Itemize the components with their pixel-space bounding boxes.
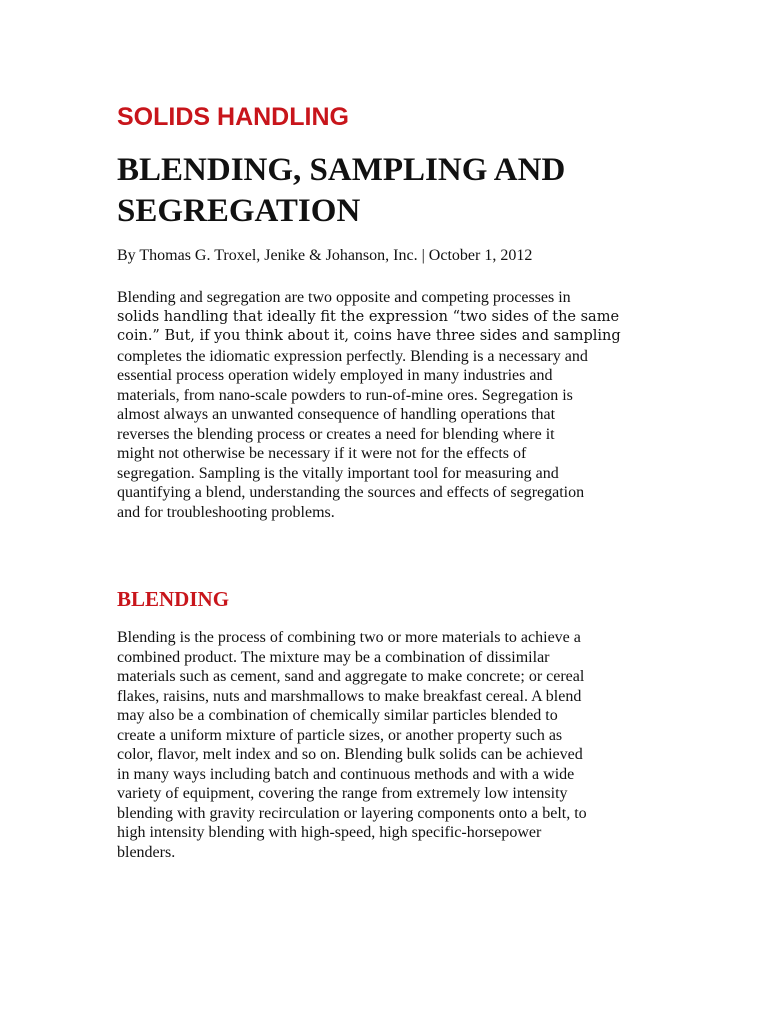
intro-line: almost always an unwanted consequence of handling operations that	[117, 406, 556, 423]
intro-line: solids handling that ideally fit the expression “two sides of the same	[117, 308, 620, 325]
section-heading-blending: BLENDING	[117, 587, 230, 611]
intro-line: quantifying a blend, understanding the sources and effects of segregation	[117, 484, 585, 501]
intro-line: might not otherwise be necessary if it were not for the effects of	[117, 445, 527, 462]
blending-line: in many ways including batch and continuous methods and with a wide	[117, 765, 575, 783]
blending-line: variety of equipment, covering the range from extremely low intensity	[117, 785, 568, 802]
intro-line: completes the idiomatic expression perfectly. Blending is a necessary and	[117, 347, 588, 365]
intro-line: coin.” But, if you think about it, coins have three sides and sampling	[117, 328, 621, 344]
blending-paragraph	[117, 628, 657, 862]
blending-line: Blending is the process of combining two or more materials to achieve a	[117, 629, 581, 646]
blending-line: combined product. The mixture may be a combination of dissimilar	[117, 648, 550, 666]
blending-line: materials such as cement, sand and aggregate to make concrete; or cereal	[117, 668, 585, 685]
article-title	[117, 150, 677, 232]
blending-line: blending with gravity recirculation or layering components onto a belt, to	[117, 804, 587, 822]
article-title-line: SEGREGATION	[117, 193, 361, 229]
blending-line: create a uniform mixture of particle sizes, or another property such as	[117, 726, 563, 744]
blending-line: high intensity blending with high-speed, high specific-horsepower	[117, 824, 542, 841]
blending-line: color, flavor, melt index and so on. Blending bulk solids can be achieved	[117, 746, 583, 763]
blending-line: flakes, raisins, nuts and marshmallows to make breakfast cereal. A blend	[117, 687, 582, 705]
intro-line: segregation. Sampling is the vitally important tool for measuring and	[117, 464, 559, 482]
blending-line: blenders.	[117, 843, 176, 861]
intro-line: and for troubleshooting problems.	[117, 503, 335, 521]
category-label: SOLIDS HANDLING	[117, 103, 349, 131]
intro-paragraph	[117, 288, 657, 522]
intro-line: reverses the blending process or creates a need for blending where it	[117, 425, 555, 443]
intro-line: materials, from nano-scale powders to run-of-mine ores. Segregation is	[117, 386, 573, 404]
article-title-line: BLENDING, SAMPLING AND	[117, 152, 566, 188]
article-byline: By Thomas G. Troxel, Jenike & Johanson, Inc. | October 1, 2012	[117, 247, 533, 264]
intro-line: Blending and segregation are two opposite and competing processes in	[117, 289, 571, 306]
intro-line: essential process operation widely employed in many industries and	[117, 367, 553, 384]
blending-line: may also be a combination of chemically similar particles blended to	[117, 707, 558, 724]
